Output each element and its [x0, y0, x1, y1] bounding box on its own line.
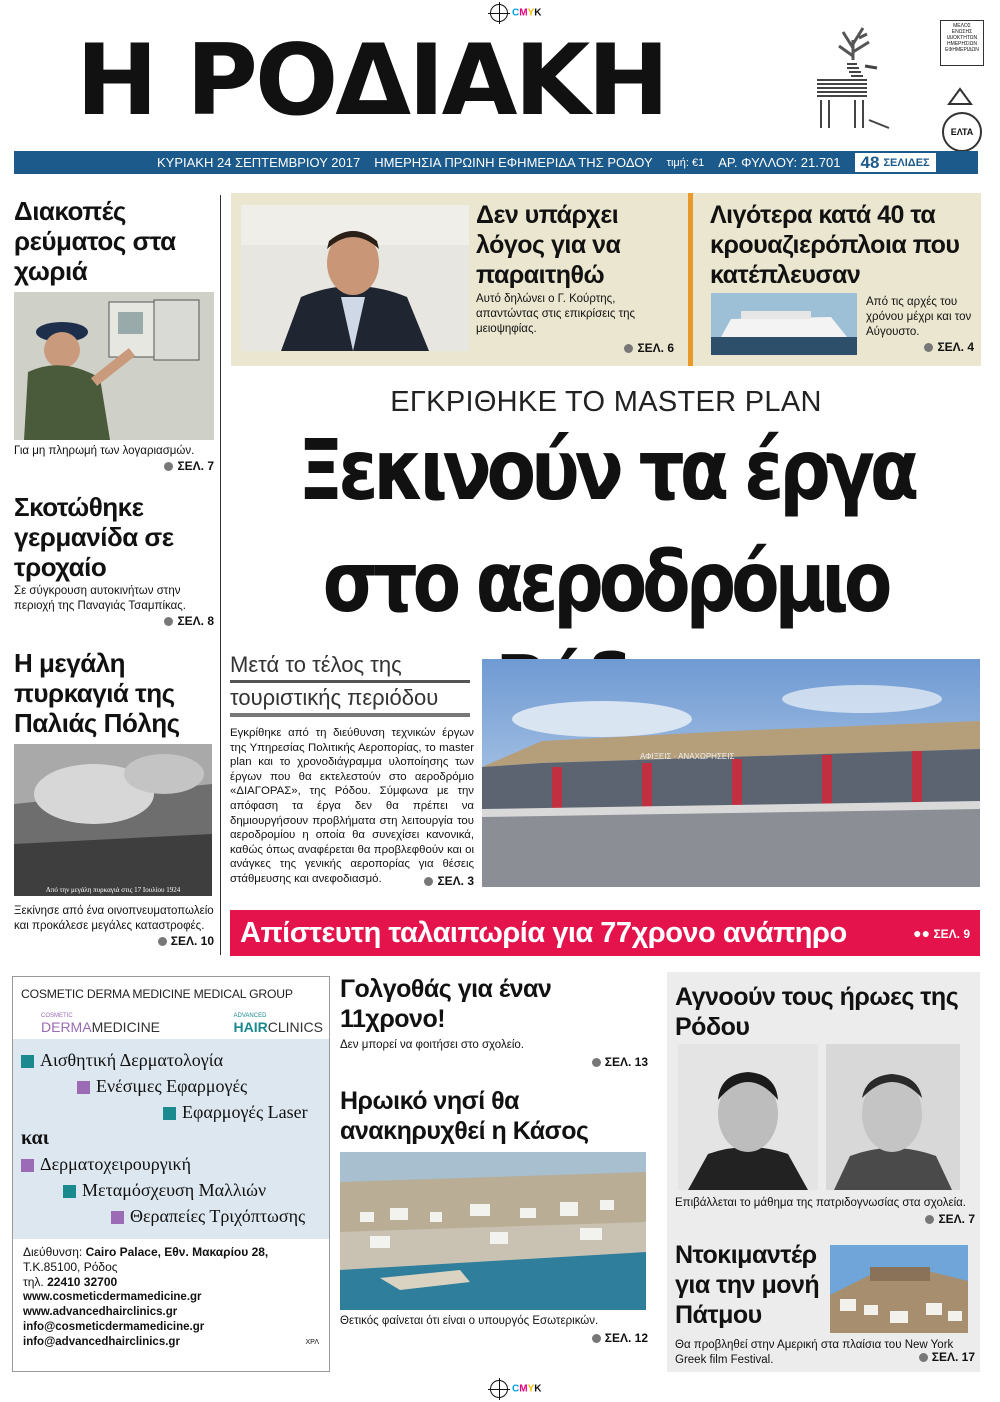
headline[interactable]: Η μεγάλη πυρκαγιά της Παλιάς Πόλης [14, 648, 180, 738]
story-text: Σε σύγκρουση αυτοκινήτων στην περιοχή της Παναγιάς Τσαμπίκας. [14, 585, 187, 612]
ad-service-6: Θεραπείες Τριχόπτωσης [21, 1203, 321, 1229]
photo-kasos-island [340, 1152, 646, 1310]
ad-phone[interactable]: 22410 32700 [47, 1275, 118, 1289]
tagline: ΗΜΕΡΗΣΙΑ ΠΡΩΙΝΗ ΕΦΗΜΕΡΙΔΑ ΤΗΣ ΡΟΔΟΥ [374, 155, 653, 170]
top-story-a[interactable] [476, 200, 674, 355]
crosshair-icon [490, 4, 508, 22]
ad-cosmetic-derma[interactable] [12, 976, 330, 1372]
photo-electric-meter [14, 292, 214, 440]
ad-logos [13, 1001, 329, 1039]
story-text: Από τις αρχές του χρόνου μέχρι και τον Αύγουστο. [866, 296, 972, 338]
page-ref[interactable]: ΣΕΛ. 7 [675, 1212, 975, 1226]
ad-email-2[interactable]: info@advancedhairclinics.gr ΧΡΛ [23, 1336, 319, 1348]
ad-contact: Διεύθυνση: Cairo Palace, Εθν. Μακαρίου 28, Τ.Κ.85100, Ρόδος τηλ. 22410 32700 www.cosmeticdermamedicine.gr www.advancedhairclinics.gr info@cosmeticdermamedicine.gr info@advancedhairclinics.gr ΧΡΛ [23, 1245, 319, 1348]
photo-fire-scene [14, 744, 212, 896]
headline[interactable]: Ντοκιμαντέρ για την μονή Πάτμου [675, 1241, 820, 1329]
bullet-icon [164, 617, 173, 626]
page-ref[interactable]: ΣΕΛ. 3 [380, 874, 474, 888]
headline[interactable]: Αγνοούν τους ήρωες της Ρόδου [675, 983, 959, 1041]
story-text: Θα προβληθεί στην Αμερική στα πλαίσια του New York Greek film Festival. [675, 1339, 954, 1366]
photo-old-town-fire [14, 744, 212, 896]
ad-services [13, 1039, 329, 1239]
bullet-icon [925, 1215, 934, 1224]
main-headline-2[interactable]: στο αεροδρόμιο [322, 533, 888, 631]
deer-logo-icon [803, 20, 893, 132]
main-kicker: ΕΓΚΡΙΘΗΚΕ ΤΟ MASTER PLAN [390, 386, 822, 418]
page-ref[interactable]: ΣΕΛ. 17 [675, 1350, 975, 1364]
story-text: Αυτό δηλώνει ο Γ. Κούρτης, απαντώντας στις επικρίσεις της μειοψηφίας. [476, 293, 636, 335]
headline[interactable]: Σκοτώθηκε γερμανίδα σε τροχαίο [14, 492, 174, 582]
mid-story-1[interactable] [340, 974, 648, 1069]
main-body: Εγκρίθηκε από τη διεύθυνση τεχνικών έργων της Υπηρεσίας Πολιτικής Αεροπορίας, το master plan και το χρονοδιάγραμμα υλοποίησης των έργων που θα εκτελεστούν στο αεροδρόμιο «ΔΙΑΓΟΡΑΣ», της Ρόδου. Σύμφωνα με την απόφαση τα έργα δεν θα πρέπει να δημιουργήσουν προβλήματα στη λειτουργία του αεροδρομίου η οποία θα συνεχίσει κανονικά, καθώς όπως αναφέρεται θα προβλεφθούν και οι ανάγκες της γενικής αεροπορίας για θέσεις στάθμευσης και ανεφοδιασμό. [230, 727, 474, 885]
logo-derma-medicine: COSMETIC DERMAMEDICINE [41, 1013, 161, 1035]
top-story-b[interactable] [710, 200, 975, 290]
page-ref[interactable]: ΣΕΛ. 6 [476, 341, 674, 355]
ad-web-2[interactable]: www.advancedhairclinics.gr [23, 1306, 178, 1318]
page-ref[interactable]: ΣΕΛ. 12 [340, 1331, 648, 1345]
right-story-1[interactable] [675, 982, 975, 1042]
ad-code: ΧΡΛ [305, 1339, 319, 1346]
bullet-icon [158, 937, 167, 946]
crosshair-icon [490, 1380, 508, 1398]
bullet-icon [924, 343, 933, 352]
ad-web-1[interactable]: www.cosmeticdermamedicine.gr [23, 1291, 202, 1303]
photo-hero-1 [678, 1044, 818, 1190]
main-headline-1[interactable]: Ξεκινούν τα έργα [297, 421, 915, 519]
recycle-icon [945, 86, 975, 110]
bullet-icon [592, 1334, 601, 1343]
ad-email-1[interactable]: info@cosmeticdermamedicine.gr [23, 1321, 205, 1333]
registration-mark-bottom: CMYK [490, 1380, 541, 1398]
story-text: Επιβάλλεται το μάθημα της πατριδογνωσίας στα σχολεία. [675, 1197, 966, 1209]
bullet-icon: ●● [913, 925, 931, 941]
left-story-1[interactable] [14, 196, 214, 473]
column-divider [220, 195, 221, 955]
page-ref[interactable]: ΣΕΛ. 7 [14, 459, 214, 473]
orange-divider [688, 193, 693, 366]
photo-patmos-monastery [830, 1245, 968, 1333]
banner-headline[interactable]: Απίστευτη ταλαιπωρία για 77χρονο ανάπηρο [240, 916, 847, 949]
registration-mark-top: CMYK [490, 4, 541, 22]
photo-portrait-man [241, 205, 469, 351]
ad-group-name: COSMETIC DERMA MEDICINE MEDICAL GROUP [21, 987, 293, 1001]
ad-service-3: Εφαρμογές Laser [21, 1099, 321, 1125]
page-ref[interactable]: ●● ΣΕΛ. 9 [913, 925, 970, 941]
headline[interactable]: Διακοπές ρεύματος στα χωριά [14, 196, 176, 286]
ellta-badge: ΕΛΤΑ [942, 112, 982, 152]
photo-cruise-ship [711, 293, 857, 355]
bullet-icon [624, 344, 633, 353]
page-ref[interactable]: ΣΕΛ. 13 [340, 1055, 648, 1069]
square-bullet-icon [77, 1081, 90, 1094]
price: τιμή: €1 [666, 156, 705, 169]
issue-date: ΚΥΡΙΑΚΗ 24 ΣΕΠΤΕΜΒΡΙΟΥ 2017 [157, 155, 361, 170]
ad-service-5: Μεταμόσχευση Μαλλιών [21, 1177, 321, 1203]
page-count: 48 ΣΕΛΙΔΕΣ [855, 153, 936, 172]
square-bullet-icon [21, 1159, 34, 1172]
square-bullet-icon [111, 1211, 124, 1224]
photo-hero-2 [826, 1044, 960, 1190]
photo-airport-rendering [482, 659, 980, 887]
story-text: Θετικός φαίνεται ότι είναι ο υπουργός Εσωτερικών. [340, 1315, 599, 1327]
page-ref[interactable]: ΣΕΛ. 8 [14, 614, 214, 628]
photo-caption: Από την μεγάλη πυρκαγιά στις 17 Ιουλίου 1924 [45, 886, 181, 894]
main-subheading: Μετά το τέλος της τουριστικής περιόδου [230, 652, 470, 717]
bullet-icon [424, 877, 433, 886]
issue-number: ΑΡ. ΦΥΛΛΟΥ: 21.701 [718, 155, 841, 170]
headline[interactable]: Δεν υπάρχει λόγος για να παραιτηθώ [476, 201, 621, 289]
ad-service-4: Δερματοχειρουργική [21, 1151, 321, 1177]
headline[interactable]: Ηρωικό νησί θα ανακηρυχθεί η Κάσος [340, 1087, 589, 1145]
masthead-title[interactable]: Η ΡΟΔΙΑΚΗ [76, 24, 667, 138]
story-text: Για μη πληρωμή των λογαριασμών. [14, 445, 195, 457]
bullet-icon [592, 1058, 601, 1067]
page-ref[interactable]: ΣΕΛ. 10 [14, 934, 214, 948]
terminal-sign: ΑΦΙΞΕΙΣ · ΑΝΑΧΩΡΗΣΕΙΣ [640, 752, 735, 761]
square-bullet-icon [21, 1055, 34, 1068]
banner-story[interactable] [230, 910, 980, 956]
left-story-3[interactable] [14, 648, 214, 948]
ad-service-1: Αισθητική Δερματολογία [21, 1047, 321, 1073]
bullet-icon [919, 1353, 928, 1362]
right-story-2[interactable] [675, 1240, 825, 1330]
story-text: Δεν μπορεί να φοιτήσει στο σχολείο. [340, 1039, 524, 1051]
bullet-icon [164, 462, 173, 471]
logo-hair-clinics: ADVANCED HAIRCLINICS [233, 1013, 323, 1035]
headline[interactable]: Γολγοθάς για έναν 11χρονο! [340, 975, 552, 1033]
left-story-2[interactable] [14, 492, 214, 628]
ad-service-2: Ενέσιμες Εφαρμογές [21, 1073, 321, 1099]
page-ref[interactable]: ΣΕΛ. 4 [866, 340, 974, 354]
member-badge: ΜΕΛΟΣ ΕΝΩΣΗΣ ΙΔΙΟΚΤΗΤΩΝ ΗΜΕΡΗΣΙΩΝ ΕΦΗΜΕΡΙΔΩΝ [940, 20, 984, 66]
square-bullet-icon [63, 1185, 76, 1198]
info-bar [14, 151, 978, 174]
mid-story-2[interactable] [340, 1086, 648, 1345]
ad-kai: και [21, 1127, 49, 1149]
headline[interactable]: Λιγότερα κατά 40 τα κρουαζιερόπλοια που κατέπλευσαν [710, 201, 960, 289]
square-bullet-icon [163, 1107, 176, 1120]
story-text: Ξεκίνησε από ένα οινοπνευματοπωλείο και προκάλεσε μεγάλες καταστροφές. [14, 905, 214, 932]
